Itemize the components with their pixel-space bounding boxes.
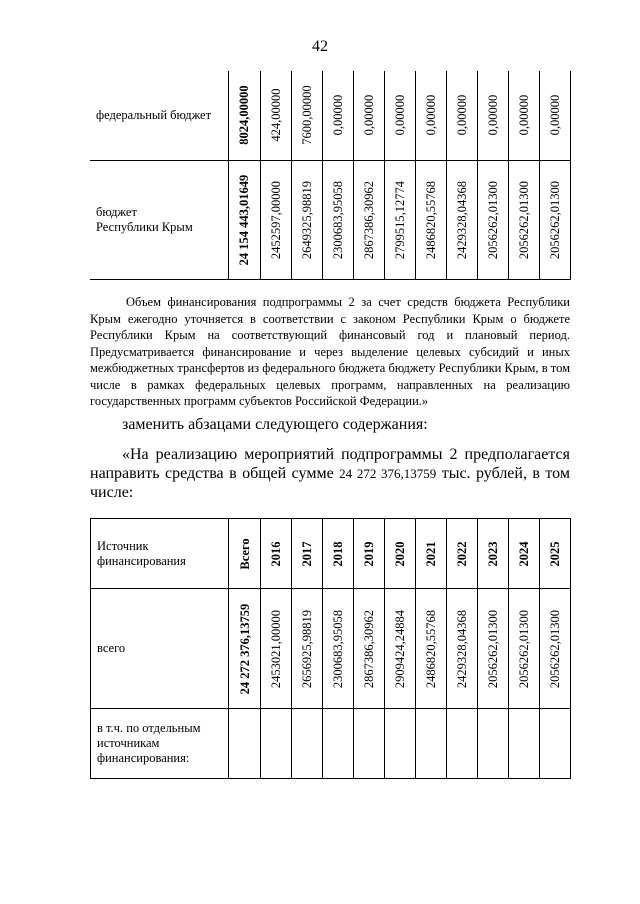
value-2022: 0,00000 [454, 94, 469, 136]
row-label-total: всего [91, 589, 229, 709]
value-2021: 2486820,55768 [423, 609, 438, 688]
table-row-total [91, 589, 571, 709]
value-2018: 2300683,95058 [330, 180, 345, 259]
value-2019: 0,00000 [361, 94, 376, 136]
replace-instruction: заменить абзацами следующего содержания: [122, 416, 428, 433]
value-2016: 2452597,00000 [268, 180, 283, 259]
row-label-line: Республики Крым [96, 219, 193, 234]
header-year-cell [478, 519, 509, 589]
header-year-cell [416, 519, 447, 589]
value-cell [477, 71, 508, 160]
header-total: Всего [237, 537, 252, 570]
funding-table-new [90, 518, 571, 779]
new-paragraph-text: тыс. рублей, в том числе: [90, 465, 571, 501]
header-year: 2023 [485, 541, 500, 566]
value-2021: 2486820,55768 [423, 180, 438, 259]
total-value: 8024,00000 [236, 85, 251, 145]
table-row-federal-budget [90, 71, 570, 160]
header-year-cell [354, 519, 385, 589]
total-value: 24 154 443,01649 [236, 174, 251, 265]
value-2025: 2056262,01300 [547, 180, 562, 259]
value-cell [261, 589, 292, 709]
value-2025: 2056262,01300 [547, 609, 562, 688]
table-header-row [91, 519, 571, 589]
value-2024: 0,00000 [516, 94, 531, 136]
value-2025: 0,00000 [547, 94, 562, 136]
empty-cell [478, 709, 509, 779]
header-year-cell [385, 519, 416, 589]
value-2021: 0,00000 [423, 94, 438, 136]
value-cell [478, 589, 509, 709]
empty-cell [540, 709, 571, 779]
value-cell [416, 589, 447, 709]
value-cell [353, 160, 384, 279]
header-year: 2021 [423, 541, 438, 566]
value-2023: 2056262,01300 [485, 609, 500, 688]
empty-cell [261, 709, 292, 779]
header-label-line: Источник [97, 538, 149, 553]
total-cell [228, 71, 260, 160]
value-cell [539, 160, 570, 279]
header-year-cell [540, 519, 571, 589]
value-cell [415, 160, 446, 279]
value-2022: 2429328,04368 [454, 609, 469, 688]
header-year: 2016 [268, 541, 283, 566]
value-cell [384, 160, 415, 279]
empty-cell [509, 709, 540, 779]
header-year: 2022 [454, 541, 469, 566]
value-cell [291, 160, 322, 279]
empty-cell [354, 709, 385, 779]
value-cell [354, 589, 385, 709]
value-cell [291, 71, 322, 160]
header-year-cell [292, 519, 323, 589]
new-paragraph-text: «На реализацию мероприятий подпрограммы 2 предполагается направить средства в общей сумме [90, 446, 570, 482]
header-year: 2020 [392, 541, 407, 566]
header-year-cell [447, 519, 478, 589]
header-year: 2019 [361, 541, 376, 566]
value-2017: 2649325,98819 [299, 180, 314, 259]
page-number: 42 [312, 38, 328, 55]
value-cell [477, 160, 508, 279]
empty-cell [385, 709, 416, 779]
total-cell [228, 160, 260, 279]
header-year: 2024 [516, 541, 531, 566]
row-label-line: бюджет [96, 204, 137, 219]
value-2017: 7600,00000 [299, 85, 314, 145]
value-2023: 2056262,01300 [485, 180, 500, 259]
row-label-line: в т.ч. по отдельным [97, 721, 201, 735]
value-cell [322, 160, 353, 279]
financing-note-paragraph: Объем финансирования подпрограммы 2 за счет средств бюджета Республики Крым ежегодно уточняется в соответствии с законом Республики Крым о бюджете Республики Крым на соответствующий финансовый год и плановый период. Предусматривается финансирование и через выделение целевых субсидий и иных межбюджетных трансфертов из федерального бюджета бюджету Республики Крым, в том числе в рамках федеральных целевых программ, направленных на реализацию государственных программ субъектов Российской Федерации.» [90, 295, 570, 408]
value-2016: 424,00000 [268, 88, 283, 142]
header-year-cell [509, 519, 540, 589]
row-label-line: источникам [97, 736, 160, 750]
value-cell [322, 71, 353, 160]
empty-cell [416, 709, 447, 779]
value-cell [447, 589, 478, 709]
value-2020: 0,00000 [392, 94, 407, 136]
header-year: 2025 [547, 541, 562, 566]
header-year: 2018 [330, 541, 345, 566]
header-year: 2017 [299, 541, 314, 566]
value-cell [260, 160, 291, 279]
value-cell [446, 160, 477, 279]
value-2022: 2429328,04368 [454, 180, 469, 259]
value-cell [509, 589, 540, 709]
row-label-line: финансирования: [97, 751, 190, 765]
value-2020: 2909424,24884 [392, 609, 407, 688]
value-2018: 2300683,95058 [330, 609, 345, 688]
value-cell [415, 71, 446, 160]
value-2016: 2453021,00000 [268, 609, 283, 688]
value-cell [384, 71, 415, 160]
header-year-cell [323, 519, 354, 589]
total-cell [229, 589, 261, 709]
row-label-federal-budget: федеральный бюджет [90, 71, 228, 160]
total-value: 24 272 376,13759 [237, 603, 252, 694]
value-cell [385, 589, 416, 709]
row-label-by-sources [91, 709, 229, 779]
value-cell [508, 160, 539, 279]
empty-cell [229, 709, 261, 779]
value-cell [353, 71, 384, 160]
value-cell [323, 589, 354, 709]
value-2023: 0,00000 [485, 94, 500, 136]
value-cell [292, 589, 323, 709]
row-label-crimea-budget [90, 160, 228, 279]
header-label-line: финансирования [97, 553, 186, 568]
table-row-by-sources [91, 709, 571, 779]
new-paragraph [90, 445, 570, 502]
value-cell [540, 589, 571, 709]
value-cell [260, 71, 291, 160]
header-source-label [91, 519, 229, 589]
header-year-cell [261, 519, 292, 589]
value-cell [446, 71, 477, 160]
value-cell [539, 71, 570, 160]
empty-cell [447, 709, 478, 779]
value-2020: 2799515,12774 [392, 180, 407, 259]
table-row-crimea-budget [90, 160, 570, 279]
total-sum: 24 272 376,13759 [339, 466, 437, 481]
value-cell [508, 71, 539, 160]
value-2017: 2656925,98819 [299, 609, 314, 688]
value-2019: 2867386,30962 [361, 609, 376, 688]
funding-table-continued [90, 71, 571, 280]
value-2019: 2867386,30962 [361, 180, 376, 259]
value-2024: 2056262,01300 [516, 180, 531, 259]
value-2018: 0,00000 [330, 94, 345, 136]
empty-cell [292, 709, 323, 779]
header-total-cell [229, 519, 261, 589]
value-2024: 2056262,01300 [516, 609, 531, 688]
empty-cell [323, 709, 354, 779]
